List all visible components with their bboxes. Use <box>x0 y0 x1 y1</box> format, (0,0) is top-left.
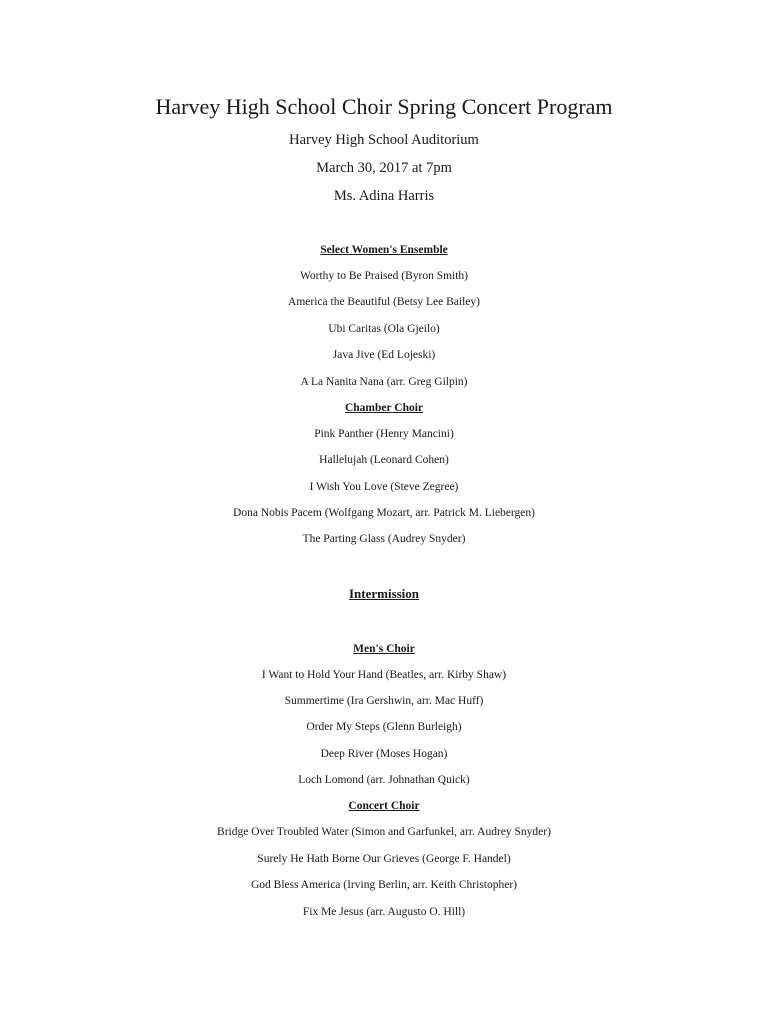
program-item: Deep River (Moses Hogan) <box>320 748 448 760</box>
program-item: Java Jive (Ed Lojeski) <box>332 349 436 361</box>
section-heading-mens-choir: Men's Choir <box>353 643 415 655</box>
program-item: Loch Lomond (arr. Johnathan Quick) <box>298 774 470 786</box>
program-item: Fix Me Jesus (arr. Augusto O. Hill) <box>302 906 466 918</box>
program-item: Bridge Over Troubled Water (Simon and Garfunkel, arr. Audrey Snyder) <box>217 826 551 838</box>
program-item: God Bless America (Irving Berlin, arr. Keith Christopher) <box>250 879 518 891</box>
section-heading-concert-choir: Concert Choir <box>348 800 420 812</box>
section-heading-chamber-choir: Chamber Choir <box>344 402 424 414</box>
program-item: Worthy to Be Praised (Byron Smith) <box>299 270 469 282</box>
date-line: March 30, 2017 at 7pm <box>316 160 452 176</box>
program-item: I Want to Hold Your Hand (Beatles, arr. Kirby Shaw) <box>261 669 507 681</box>
program-item: America the Beautiful (Betsy Lee Bailey) <box>288 296 480 308</box>
program-item: Summertime (Ira Gershwin, arr. Mac Huff) <box>284 695 484 707</box>
program-item: Order My Steps (Glenn Burleigh) <box>306 721 462 733</box>
program-item: Surely He Hath Borne Our Grieves (George F. Handel) <box>257 853 511 865</box>
program-item: Hallelujah (Leonard Cohen) <box>319 454 449 466</box>
page-title: Harvey High School Choir Spring Concert Program <box>155 94 613 119</box>
program-item: Pink Panther (Henry Mancini) <box>314 428 454 440</box>
program-item: A La Nanita Nana (arr. Greg Gilpin) <box>300 376 468 388</box>
program-item: The Parting Glass (Audrey Snyder) <box>302 533 466 545</box>
program-item: Dona Nobis Pacem (Wolfgang Mozart, arr. Patrick M. Liebergen) <box>233 507 535 519</box>
director-line: Ms. Adina Harris <box>333 188 435 204</box>
section-heading-select-womens-ensemble: Select Women's Ensemble <box>320 244 448 256</box>
venue-line: Harvey High School Auditorium <box>289 132 479 148</box>
program-item: I Wish You Love (Steve Zegree) <box>309 481 459 493</box>
section-heading-intermission: Intermission <box>348 586 420 601</box>
program-item: Ubi Caritas (Ola Gjeilo) <box>328 323 440 335</box>
